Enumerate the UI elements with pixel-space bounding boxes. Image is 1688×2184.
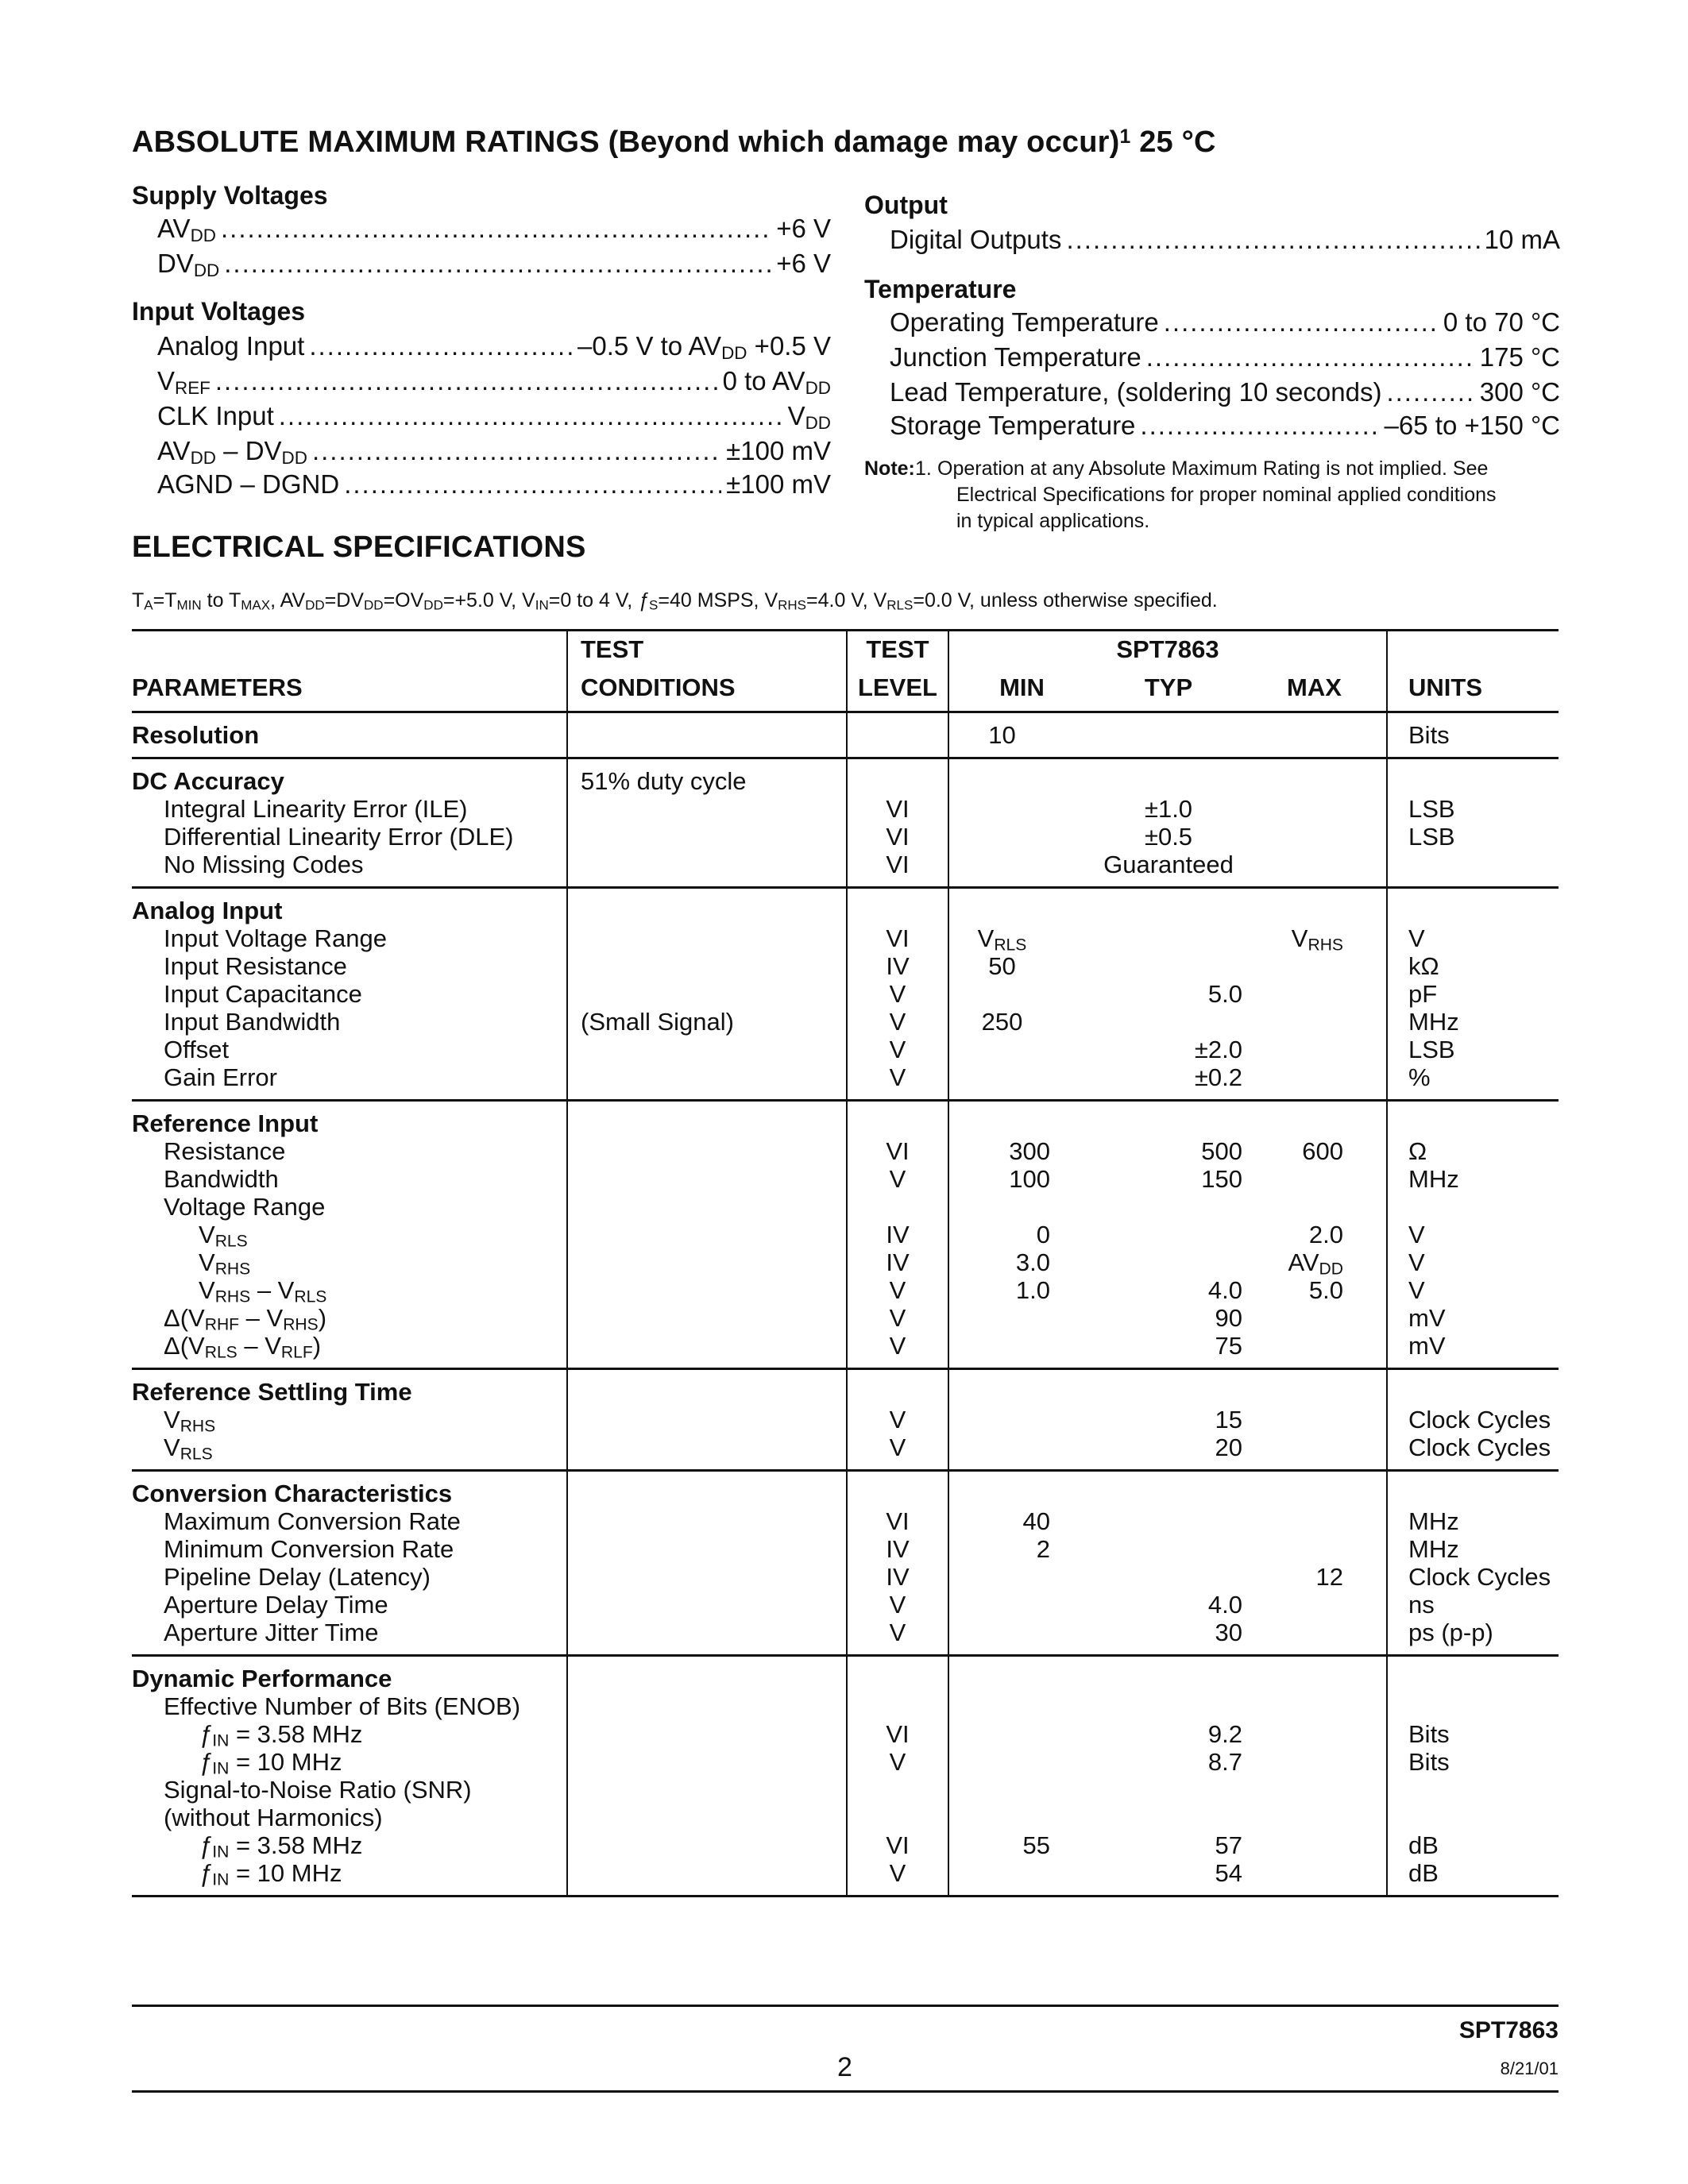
rating-analog-input: Analog Input ..... –0.5 V to $AV_{DD} +0.5$ V xyxy=(157,327,831,365)
table-row: Dynamic Performance Effective Number of Bits (ENOB) $ƒ_{IN} = 3.58$ MHz $ƒ_{IN} = 10$ MHz Signal-to-Noise Ratio (SNR) (without Harmonics) $ƒ_{IN} = 3.58$ MHz $ƒ_{IN} = 10$ MHz VI V VI V 55 9.2 8.7 57 54 Bits Bits dB dB xyxy=(132,1656,1559,1897)
temperature-heading: Temperature xyxy=(864,275,1017,303)
header-conditions: CONDITIONS xyxy=(567,673,847,712)
rating-dvdd: $DV_{DD}$ ..... +6 V xyxy=(157,245,831,283)
footer-part-number: SPT7863 xyxy=(1458,2017,1559,2043)
table-row: Reference Input Resistance Bandwidth Voltage Range $V_{RLS}$ $V_{RHS}$ $V_{RHS} - V_{RLS}$ $\Delta(V_{RHF} - V_{RHS})$ $\Delta(V_{RLS} - V_{RLF})$ VI V IV IV V V V 300 100 0 3.0 1.0 500 150 4.0 90 75 600 2.0 $AV_{DD}$ 5.0 Ω MHz V V V mV mV xyxy=(132,1101,1559,1369)
abs-max-note: Note: 1. Operation at any Absolute Maximum Rating is not implied. See Electrical Specifications for proper nominal applied conditions in typical applications. xyxy=(864,457,1497,532)
rating-digital-outputs: Digital Outputs ..... 10 mA xyxy=(890,221,1560,259)
header-max: MAX xyxy=(1242,673,1387,712)
rating-agnd-dgnd: AGND – DGND ..... ±100 mV xyxy=(157,465,831,504)
header-units: UNITS xyxy=(1387,673,1559,712)
abs-max-title: ABSOLUTE MAXIMUM RATINGS (Beyond which damage may occur)$^1$ 25 °C xyxy=(132,125,1216,159)
rating-clk-input: CLK Input ..... $V_{DD}$ xyxy=(157,397,831,435)
table-row: Resolution 10 Bits xyxy=(132,712,1559,758)
header-typ: TYP xyxy=(1095,673,1242,712)
header-min: MIN xyxy=(948,673,1095,712)
page-number: 2 xyxy=(837,2052,852,2082)
rating-avdd-dvdd: $AV_{DD} - DV_{DD}$ ..... ±100 mV xyxy=(157,432,831,470)
test-conditions-line: $T_A=T_{MIN}$ to $T_{MAX}$, $AV_{DD}=DV_{DD}=OV_{DD}=+5.0$ V, $V_{IN}=0$ to 4 V, $ƒ_S=40$ MSPS, $V_{RHS}=4.0$ V, $V_{RLS}=0.0$ V, unless otherwise specified. xyxy=(132,589,1218,613)
rating-operating-temp: Operating Temperature ..... 0 to 70 °C xyxy=(890,303,1560,341)
header-level: LEVEL xyxy=(847,673,948,712)
header-test-2: TEST xyxy=(847,631,948,673)
rating-lead-temp: Lead Temperature, (soldering 10 seconds) ..... 300 °C xyxy=(890,373,1560,411)
table-row: DC Accuracy Integral Linearity Error (ILE) Differential Linearity Error (DLE) No Missing Codes 51% duty cycle VI VI VI ±1.0 ±0.5 Guaranteed LSB LSB xyxy=(132,758,1559,888)
header-parameters: PARAMETERS xyxy=(132,673,567,712)
rating-vref: $V_{REF}$ ..... 0 to $AV_{DD}$ xyxy=(157,362,831,400)
header-device: SPT7863 xyxy=(948,631,1387,673)
supply-voltages-heading: Supply Voltages xyxy=(132,181,328,210)
elec-spec-title: ELECTRICAL SPECIFICATIONS xyxy=(132,531,586,564)
table-row: Conversion Characteristics Maximum Conversion Rate Minimum Conversion Rate Pipeline Delay (Latency) Aperture Delay Time Aperture Jitter Time VI IV IV V V 40 2 4.0 30 12 MHz MHz Clock Cycles ns ps (p-p) xyxy=(132,1471,1559,1656)
footer-bottom-rule xyxy=(132,2090,1559,2093)
rating-storage-temp: Storage Temperature ..... –65 to +150 °C xyxy=(890,407,1560,445)
rating-avdd: $AV_{DD}$ ..... +6 V xyxy=(157,210,831,248)
electrical-spec-table xyxy=(132,629,1559,1897)
footer-top-rule xyxy=(132,2005,1559,2007)
input-voltages-heading: Input Voltages xyxy=(132,297,306,326)
footer-date: 8/21/01 xyxy=(1500,2059,1559,2078)
table-row: Reference Settling Time $V_{RHS}$ $V_{RLS}$ V V 15 20 Clock Cycles Clock Cycles xyxy=(132,1369,1559,1471)
output-heading: Output xyxy=(864,191,948,219)
header-test: TEST xyxy=(567,631,847,673)
rating-junction-temp: Junction Temperature ..... 175 °C xyxy=(890,338,1560,376)
table-row: Analog Input Input Voltage Range Input Resistance Input Capacitance Input Bandwidth Offset Gain Error (Small Signal) VI IV V V V V $V_{RLS}$ 50 250 5.0 ±2.0 ±0.2 $V_{RHS}$ V kΩ pF MHz LSB % xyxy=(132,888,1559,1101)
